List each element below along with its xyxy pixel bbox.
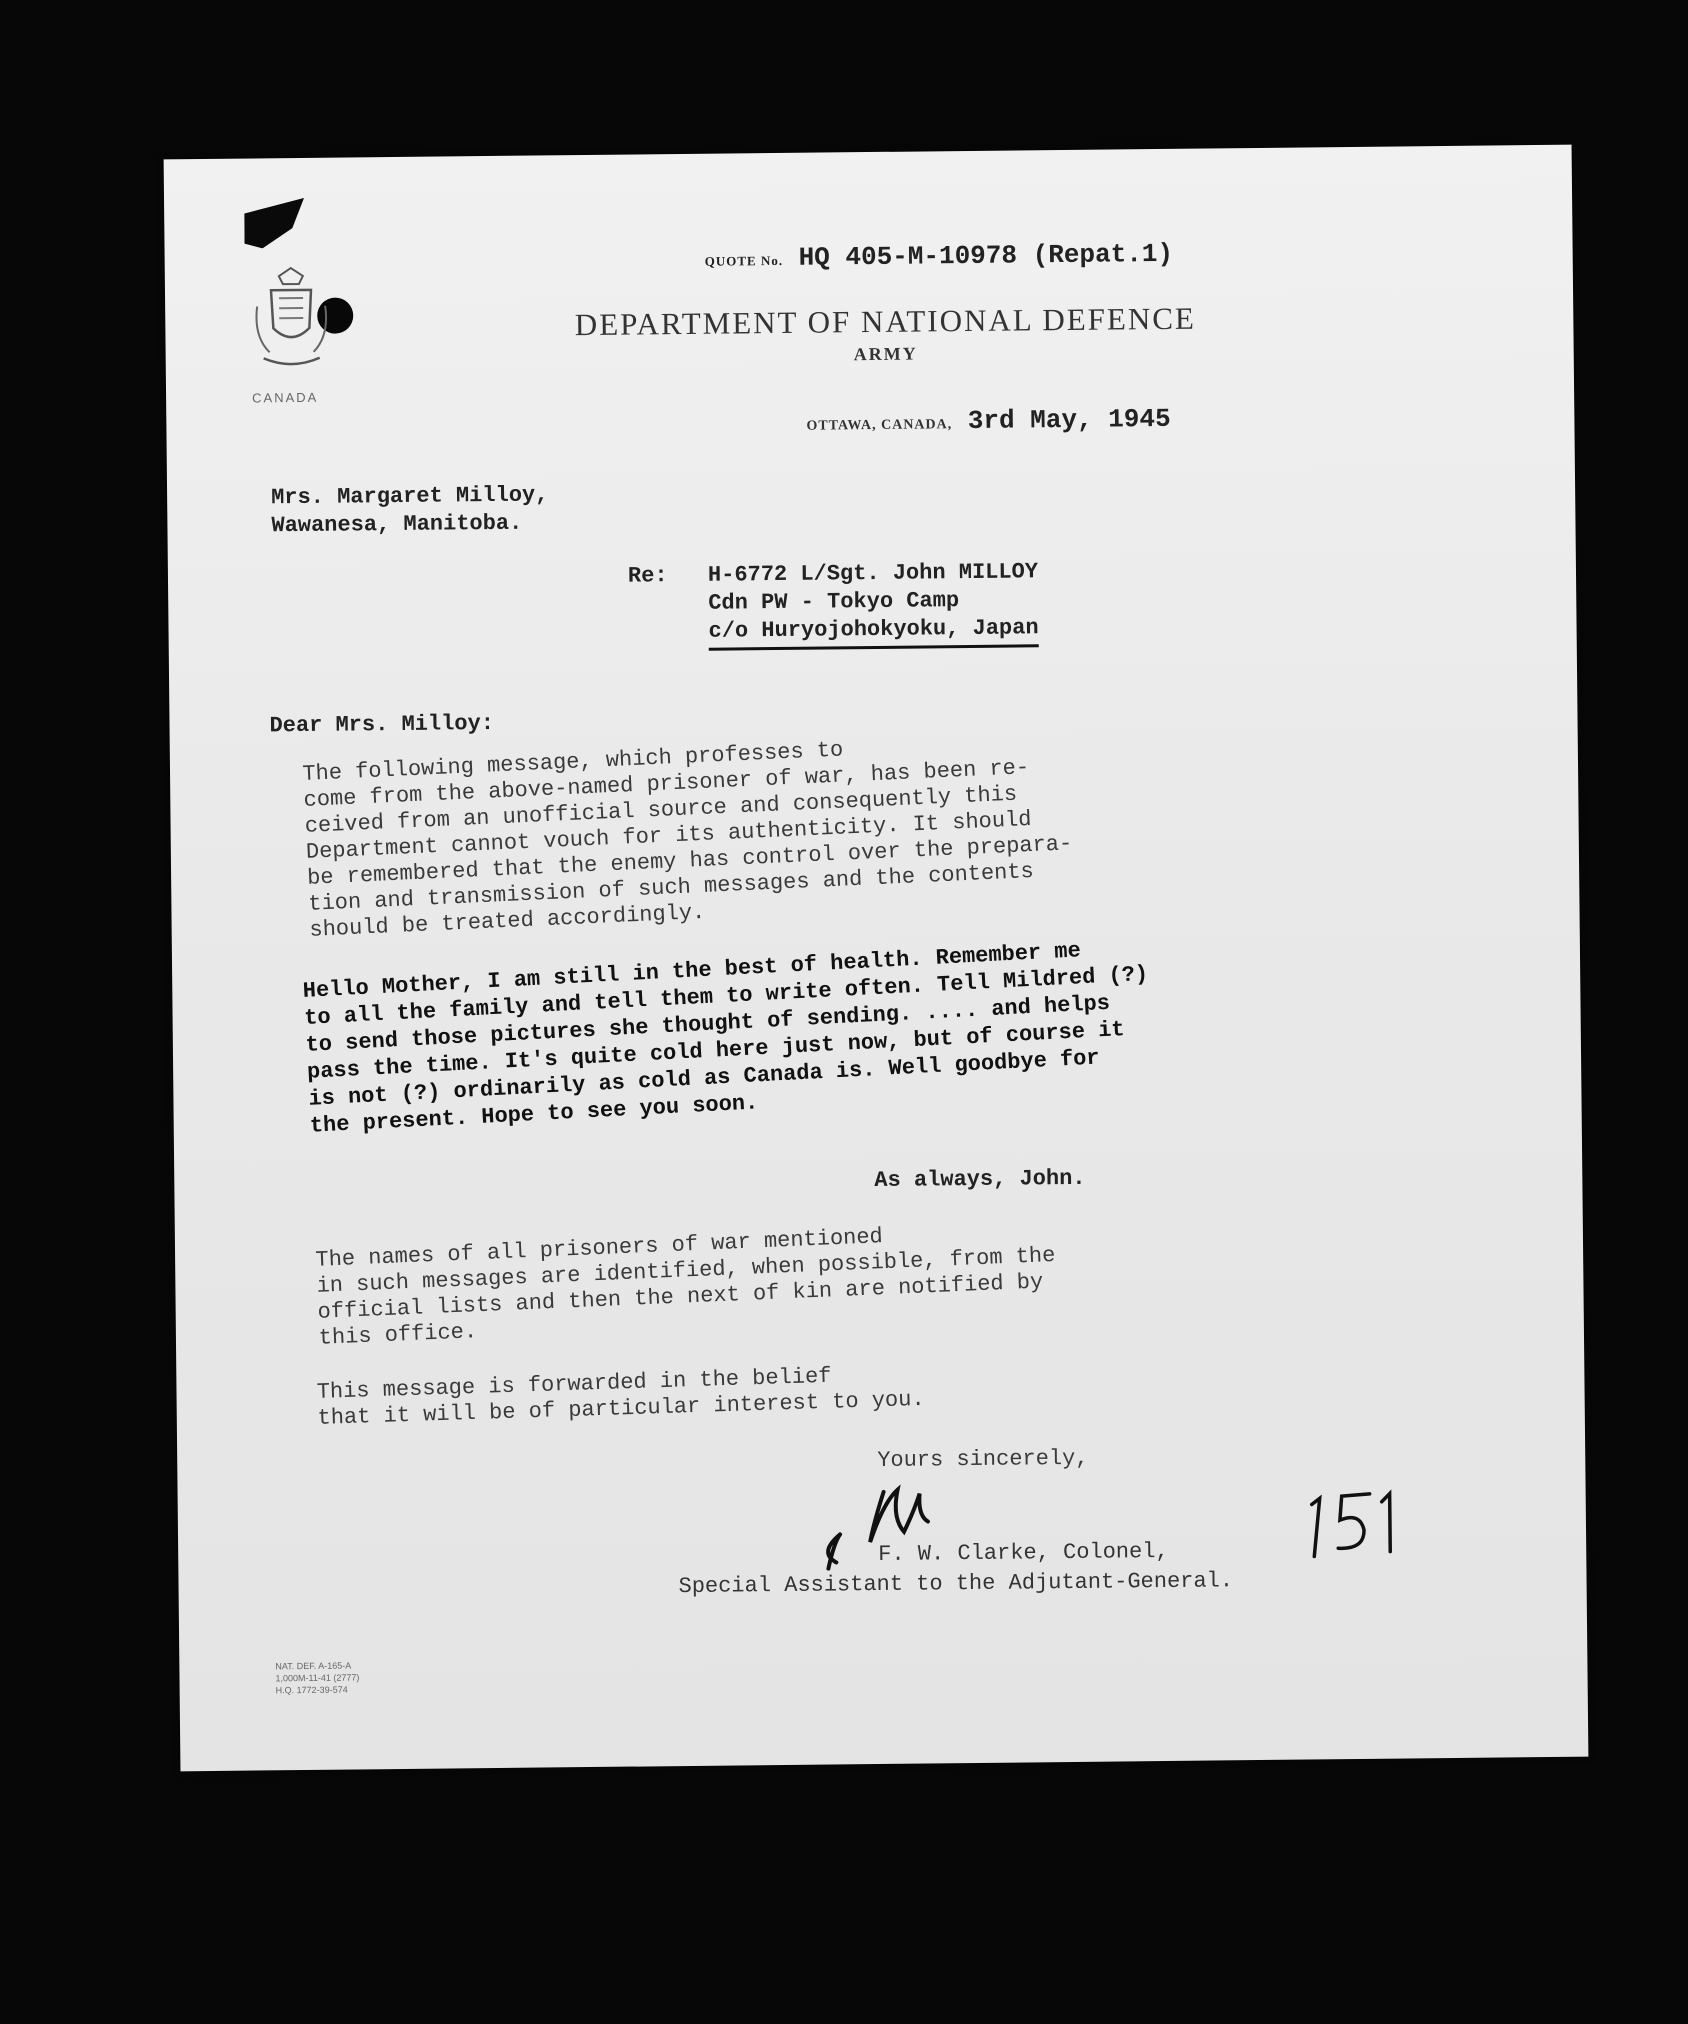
torn-corner bbox=[244, 198, 305, 249]
reference-block bbox=[628, 558, 1039, 651]
file-reference bbox=[705, 239, 1174, 274]
intro-paragraph: The following message, which professes to come from the above-named prisoner of war, has been re- ceived from an unofficial source and consequently this Department cannot vouch for its authenticity. It should be remembered that the enemy has control over the prepara- tion and transmission of such messages and the contents should be treated accordingly. bbox=[301, 737, 1073, 943]
handwritten-folio-number bbox=[1298, 1481, 1409, 1562]
signatory-title: Special Assistant to the Adjutant-General. bbox=[678, 1568, 1234, 1600]
complimentary-close: Yours sincerely, bbox=[877, 1445, 1089, 1474]
crest-caption: CANADA bbox=[252, 389, 319, 406]
closing-paragraph-1: The names of all prisoners of war mentioned in such messages are identified, when possible, from the official lists and then the next of kin are notified by this office. bbox=[315, 1224, 1056, 1351]
prisoner-message: Hello Mother, I am still in the best of health. Remember me to all the family and tell them to write often. Tell Mildred (?) to send those pictures she thought of sending. .... and helps pass the time. It's quite cold here just now, but of course it is not (?) ordinarily as cold as Canada is. Well goodbye for the present. Hope to see you soon. bbox=[302, 938, 1149, 1139]
letter-page bbox=[164, 145, 1589, 1772]
department-heading: DEPARTMENT OF NATIONAL DEFENCE bbox=[574, 300, 1197, 343]
addressee-block bbox=[271, 481, 549, 540]
dateline-place: OTTAWA, CANADA, bbox=[806, 417, 953, 434]
salutation: Dear Mrs. Milloy: bbox=[269, 710, 495, 739]
branch-heading: ARMY bbox=[853, 343, 918, 365]
reference-line-1: H-6772 L/Sgt. John MILLOY bbox=[707, 559, 1039, 588]
canada-coat-of-arms-icon bbox=[249, 266, 334, 377]
letter-date: 3rd May, 1945 bbox=[967, 403, 1171, 437]
reference-line-3: c/o Huryojohokyoku, Japan bbox=[708, 614, 1038, 650]
form-code: NAT. DEF. A-165-A 1,000M-11-41 (2777) H.Q. 1772-39-574 bbox=[275, 1660, 360, 1696]
closing-paragraph-2: This message is forwarded in the belief that it will be of particular interest to you. bbox=[316, 1363, 926, 1431]
reference-line-2: Cdn PW - Tokyo Camp bbox=[708, 588, 960, 616]
quote-label: QUOTE No. bbox=[704, 252, 784, 269]
file-number: HQ 405-M-10978 (Repat.1) bbox=[798, 238, 1174, 273]
addressee-name: Mrs. Margaret Milloy, bbox=[271, 482, 549, 511]
message-signoff: As always, John. bbox=[874, 1165, 1086, 1194]
addressee-location: Wawanesa, Manitoba. bbox=[271, 510, 523, 539]
signatory-name: F. W. Clarke, Colonel, bbox=[878, 1538, 1169, 1568]
reference-label: Re: bbox=[627, 563, 668, 589]
dateline bbox=[806, 404, 1171, 438]
